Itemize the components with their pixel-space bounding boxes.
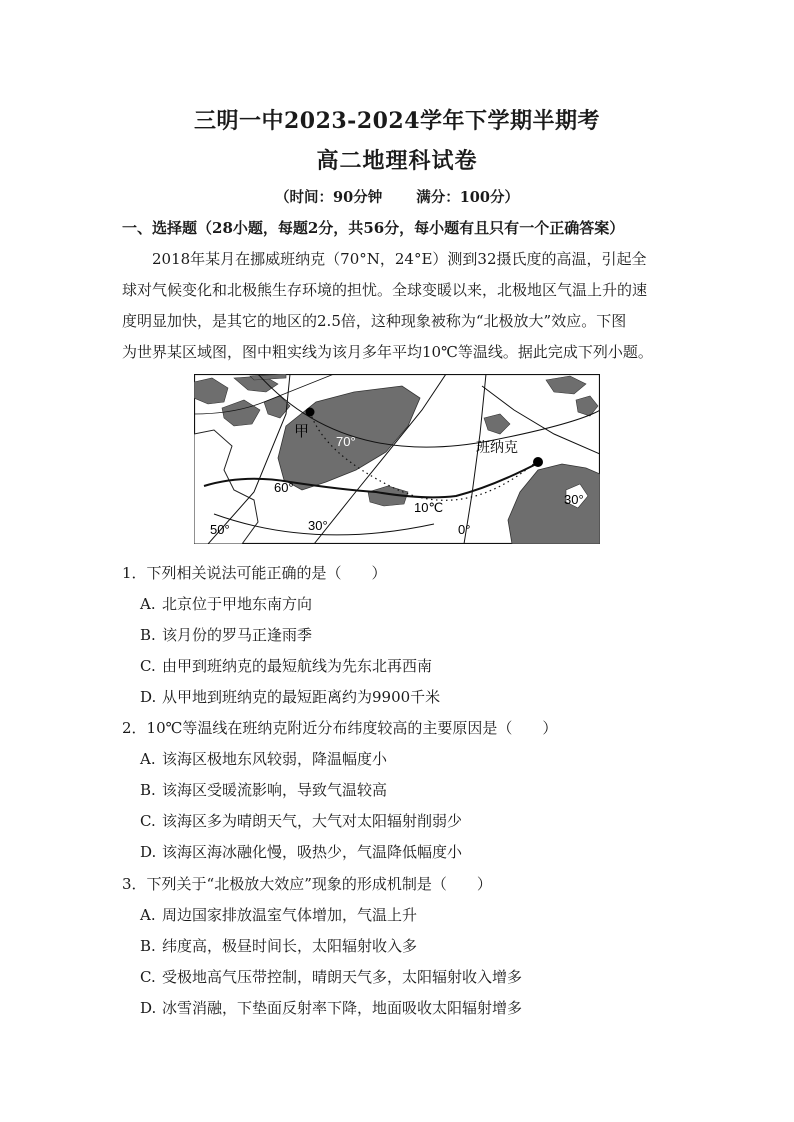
question-2-option-d: D. 该海区海冰融化慢，吸热少，气温降低幅度小 [140, 843, 463, 861]
exam-subtitle: 高二地理科试卷 [316, 148, 478, 174]
label-lon30-right: 30° [564, 492, 584, 507]
label-lon0: 0° [458, 522, 471, 537]
question-2-option-a: A. 该海区极地东风较弱，降温幅度小 [140, 750, 388, 768]
region-map [194, 374, 600, 544]
exam-time: （时间：90分钟 [275, 189, 383, 206]
label-lat60: 60° [274, 480, 294, 495]
intro-line: 度明显加快，是其它的地区的2.5倍，这种现象被称为“北极放大”效应。下图 [122, 312, 627, 330]
question-1-option-c: C. 由甲到班纳克的最短航线为先东北再西南 [140, 657, 433, 675]
question-3-option-b: B. 纬度高，极昼时间长，太阳辐射收入多 [140, 937, 418, 955]
intro-line: 球对气候变化和北极熊生存环境的担忧。全球变暖以来，北极地区气温上升的速 [122, 281, 648, 299]
label-lat70: 70° [336, 434, 356, 449]
intro-line: 为世界某区域图，图中粗实线为该月多年平均10℃等温线。据此完成下列小题。 [122, 343, 653, 361]
question-3-stem: 3．下列关于“北极放大效应”现象的形成机制是（ ） [122, 875, 492, 893]
question-3-option-c: C. 受极地高气压带控制，晴朗天气多，太阳辐射收入增多 [140, 968, 523, 986]
question-2-option-b: B. 该海区受暖流影响，导致气温较高 [140, 781, 388, 799]
question-2-stem: 2．10℃等温线在班纳克附近分布纬度较高的主要原因是（ ） [122, 719, 558, 737]
exam-score: 满分：100分） [416, 189, 519, 206]
exam-title: 三明一中2023-2024学年下学期半期考 [193, 108, 601, 134]
point-jia [306, 408, 315, 417]
question-3-option-d: D. 冰雪消融，下垫面反射率下降，地面吸收太阳辐射增多 [140, 999, 523, 1017]
question-1-option-b: B. 该月份的罗马正逢雨季 [140, 626, 313, 644]
label-lon30: 30° [308, 518, 328, 533]
intro-paragraph [122, 244, 674, 368]
label-iso10: 10℃ [414, 500, 444, 515]
section-heading: 一、选择题（28小题，每题2分，共56分，每小题有且只有一个正确答案） [122, 219, 625, 237]
question-1-option-a: A. 北京位于甲地东南方向 [140, 595, 313, 613]
point-bannake [533, 457, 543, 467]
label-lon50: 50° [210, 522, 230, 537]
question-1-option-d: D. 从甲地到班纳克的最短距离约为9900千米 [140, 688, 441, 706]
question-1-stem: 1．下列相关说法可能正确的是（ ） [122, 564, 387, 582]
label-jia: 甲 [294, 423, 310, 440]
question-2-option-c: C. 该海区多为晴朗天气，大气对太阳辐射削弱少 [140, 812, 463, 830]
intro-line: 2018年某月在挪威班纳克（70°N，24°E）测到32摄氏度的高温，引起全 [152, 250, 647, 268]
label-bannake: 班纳克 [476, 439, 518, 455]
question-3-option-a: A. 周边国家排放温室气体增加，气温上升 [140, 906, 418, 924]
exam-meta [0, 186, 794, 207]
